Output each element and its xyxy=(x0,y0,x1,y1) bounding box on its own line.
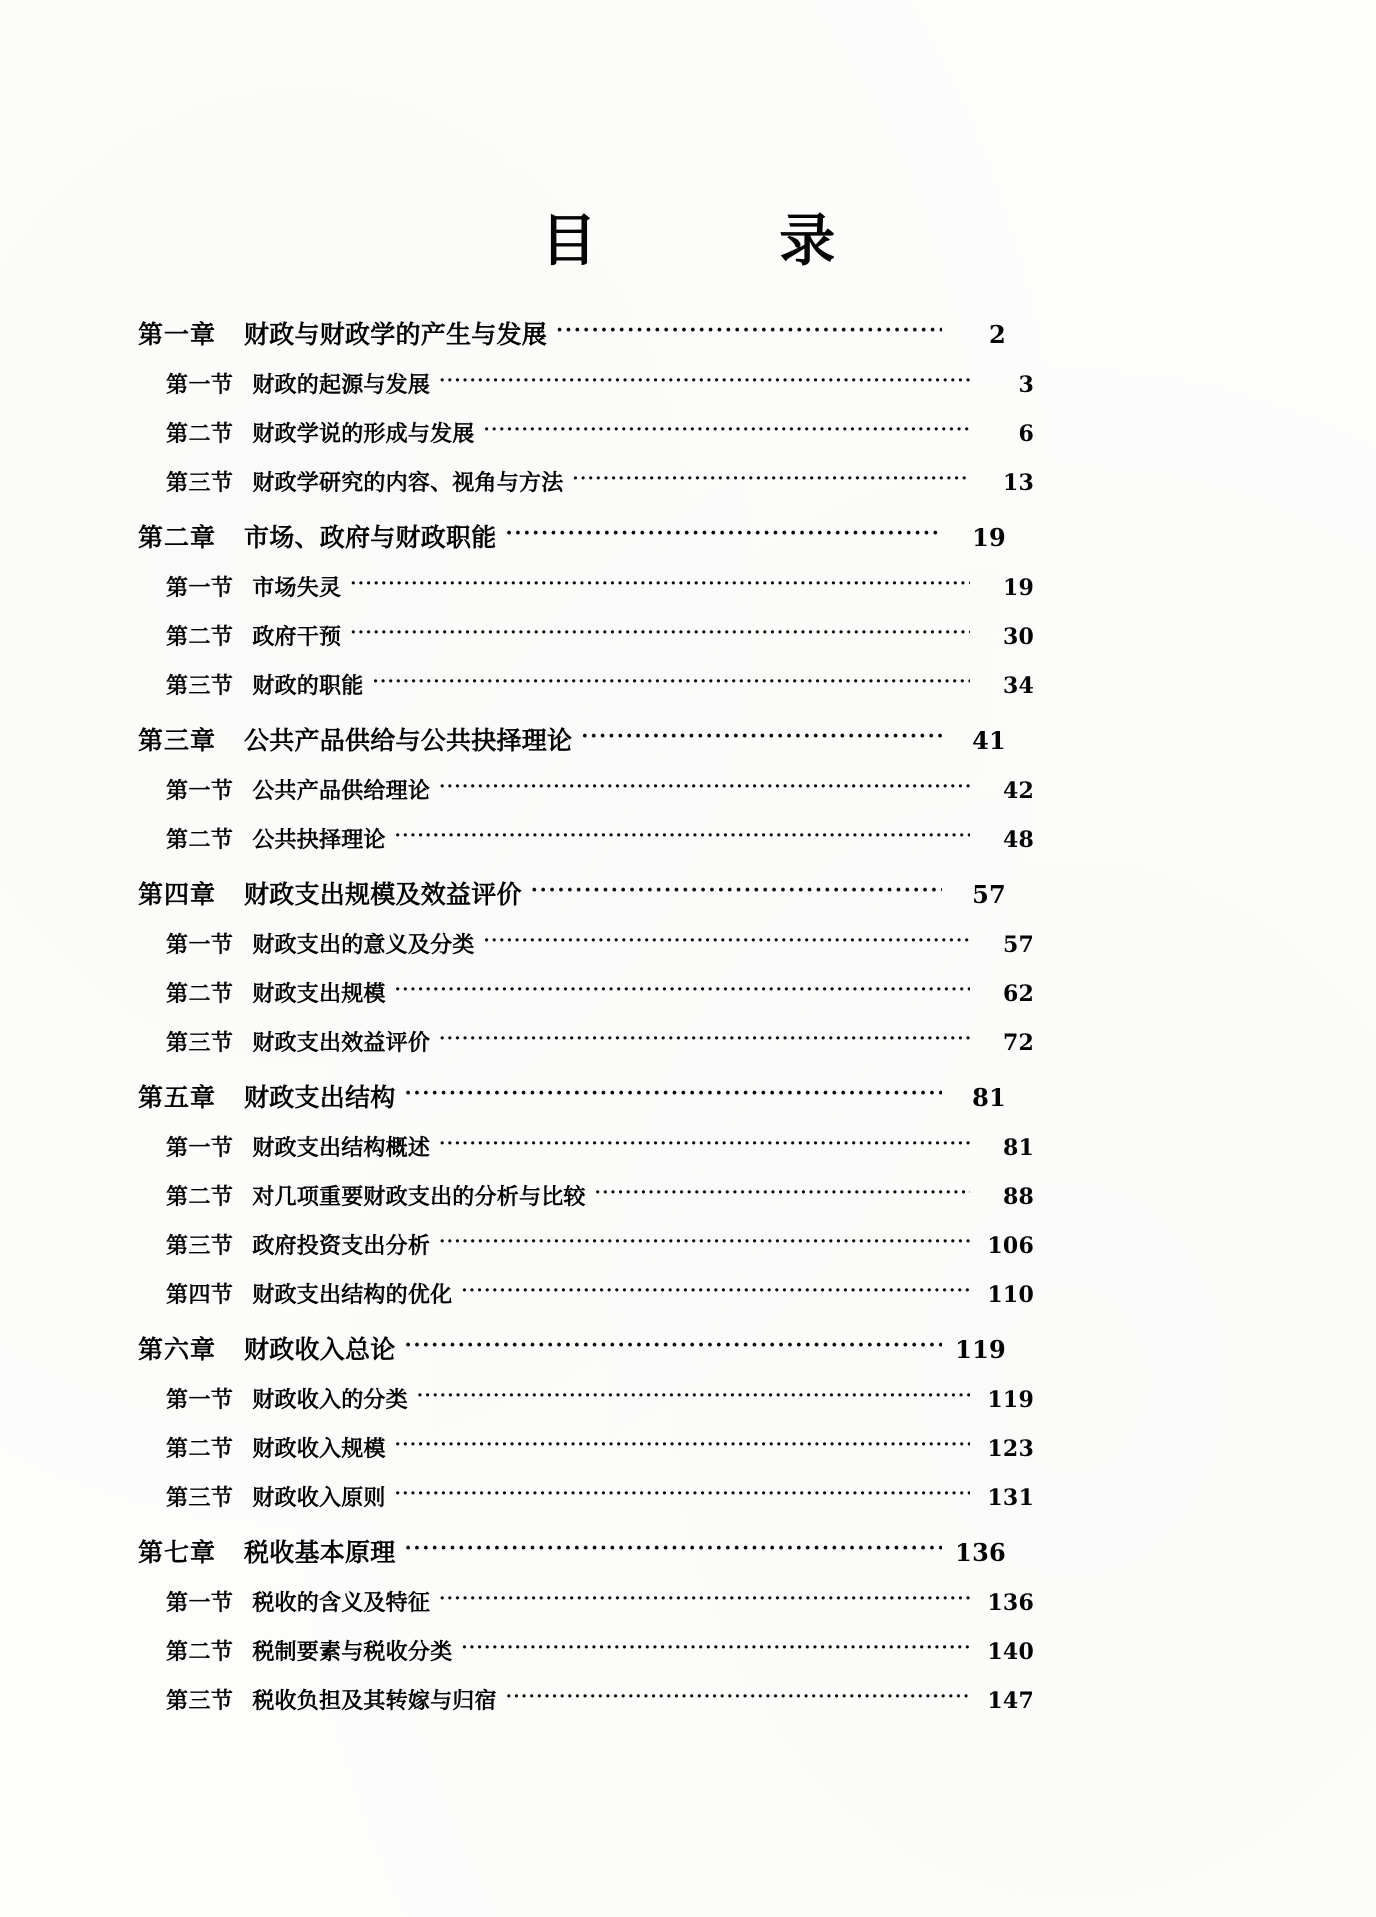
page-number: 119 xyxy=(987,1387,1034,1413)
dot-leader xyxy=(350,622,970,644)
dot-leader xyxy=(439,1588,970,1610)
page-number: 3 xyxy=(1018,372,1034,398)
chapter-title: 财政收入总论 xyxy=(244,1335,396,1364)
toc-section-entry[interactable] xyxy=(138,1483,1034,1509)
page-number: 13 xyxy=(1002,470,1034,496)
toc-section-entry[interactable] xyxy=(138,1280,1034,1306)
toc-chapter-entry[interactable] xyxy=(138,878,1006,907)
section-title: 财政支出效益评价 xyxy=(252,1030,431,1056)
page-number: 123 xyxy=(987,1436,1034,1462)
page-number: 140 xyxy=(987,1639,1034,1665)
page-number: 42 xyxy=(1002,778,1034,804)
section-number: 第一节 xyxy=(166,1135,234,1161)
section-number: 第三节 xyxy=(166,1688,234,1714)
section-number: 第三节 xyxy=(166,1485,234,1511)
toc-chapter-entry[interactable] xyxy=(138,1333,1006,1362)
page-number: 81 xyxy=(972,1083,1006,1112)
section-title: 财政支出规模 xyxy=(252,981,386,1007)
toc-section-entry[interactable] xyxy=(138,1588,1034,1614)
page-number: 136 xyxy=(955,1538,1006,1567)
dot-leader xyxy=(395,825,970,847)
dot-leader xyxy=(350,573,970,595)
section-number: 第二节 xyxy=(166,421,234,447)
dot-leader xyxy=(506,521,942,546)
toc-section-entry[interactable] xyxy=(138,1182,1034,1208)
table-of-contents-list xyxy=(138,318,1034,1714)
section-number: 第一节 xyxy=(166,932,234,958)
page-number: 119 xyxy=(955,1335,1006,1364)
section-number: 第二节 xyxy=(166,624,234,650)
page-number: 41 xyxy=(972,726,1006,755)
dot-leader xyxy=(484,930,970,952)
section-title: 财政的起源与发展 xyxy=(252,372,431,398)
section-number: 第一节 xyxy=(166,1387,234,1413)
dot-leader xyxy=(405,1333,942,1358)
dot-leader xyxy=(595,1182,970,1204)
section-title: 政府投资支出分析 xyxy=(252,1233,431,1259)
section-title: 税收负担及其转嫁与归宿 xyxy=(252,1688,497,1714)
page-number: 30 xyxy=(1002,624,1034,650)
dot-leader xyxy=(461,1280,970,1302)
chapter-number: 第五章 xyxy=(138,1083,217,1112)
toc-section-entry[interactable] xyxy=(138,825,1034,851)
toc-chapter-entry[interactable] xyxy=(138,724,1006,753)
chapter-title: 税收基本原理 xyxy=(244,1538,396,1567)
section-title: 财政支出的意义及分类 xyxy=(252,932,475,958)
dot-leader xyxy=(395,1434,970,1456)
chapter-title: 财政与财政学的产生与发展 xyxy=(244,320,548,349)
toc-section-entry[interactable] xyxy=(138,1686,1034,1712)
page-number: 57 xyxy=(1002,932,1034,958)
page-number: 147 xyxy=(987,1688,1034,1714)
section-number: 第三节 xyxy=(166,470,234,496)
section-title: 财政支出结构概述 xyxy=(252,1135,431,1161)
toc-section-entry[interactable] xyxy=(138,776,1034,802)
chapter-number: 第六章 xyxy=(138,1335,217,1364)
toc-chapter-entry[interactable] xyxy=(138,1536,1006,1565)
dot-leader xyxy=(405,1536,942,1561)
section-title: 对几项重要财政支出的分析与比较 xyxy=(252,1184,586,1210)
page-number: 62 xyxy=(1002,981,1034,1007)
dot-leader xyxy=(417,1385,970,1407)
chapter-number: 第三章 xyxy=(138,726,217,755)
dot-leader xyxy=(484,419,970,441)
chapter-number: 第二章 xyxy=(138,523,217,552)
toc-section-entry[interactable] xyxy=(138,1434,1034,1460)
page-number: 2 xyxy=(989,320,1006,349)
chapter-title: 财政支出规模及效益评价 xyxy=(244,880,522,909)
section-title: 财政收入原则 xyxy=(252,1485,386,1511)
dot-leader xyxy=(439,1028,970,1050)
chapter-title: 公共产品供给与公共抉择理论 xyxy=(244,726,573,755)
page-number: 81 xyxy=(1002,1135,1034,1161)
dot-leader xyxy=(439,370,970,392)
section-title: 财政学说的形成与发展 xyxy=(252,421,475,447)
toc-section-entry[interactable] xyxy=(138,671,1034,697)
section-number: 第一节 xyxy=(166,1590,234,1616)
dot-leader xyxy=(439,1231,970,1253)
dot-leader xyxy=(372,671,970,693)
page-number: 19 xyxy=(972,523,1006,552)
dot-leader xyxy=(461,1637,970,1659)
page-number: 57 xyxy=(972,880,1006,909)
dot-leader xyxy=(506,1686,970,1708)
section-number: 第一节 xyxy=(166,778,234,804)
section-title: 财政的职能 xyxy=(252,673,364,699)
dot-leader xyxy=(395,979,970,1001)
page-number: 131 xyxy=(987,1485,1034,1511)
page-number: 34 xyxy=(1002,673,1034,699)
section-number: 第三节 xyxy=(166,1030,234,1056)
chapter-title: 市场、政府与财政职能 xyxy=(244,523,497,552)
chapter-number: 第七章 xyxy=(138,1538,217,1567)
section-title: 公共产品供给理论 xyxy=(252,778,431,804)
section-number: 第二节 xyxy=(166,1184,234,1210)
dot-leader xyxy=(572,468,970,490)
section-number: 第四节 xyxy=(166,1282,234,1308)
section-number: 第一节 xyxy=(166,575,234,601)
toc-section-entry[interactable] xyxy=(138,419,1034,445)
section-title: 财政收入的分类 xyxy=(252,1387,408,1413)
section-number: 第三节 xyxy=(166,1233,234,1259)
section-title: 政府干预 xyxy=(252,624,342,650)
toc-section-entry[interactable] xyxy=(138,370,1034,396)
page-number: 72 xyxy=(1002,1030,1034,1056)
section-title: 财政收入规模 xyxy=(252,1436,386,1462)
page-number: 19 xyxy=(1002,575,1034,601)
toc-section-entry[interactable] xyxy=(138,930,1034,956)
dot-leader xyxy=(556,318,942,343)
toc-section-entry[interactable] xyxy=(138,573,1034,599)
dot-leader xyxy=(439,1133,970,1155)
section-title: 税制要素与税收分类 xyxy=(252,1639,453,1665)
toc-section-entry[interactable] xyxy=(138,1028,1034,1054)
toc-section-entry[interactable] xyxy=(138,1133,1034,1159)
section-title: 税收的含义及特征 xyxy=(252,1590,431,1616)
page-number: 110 xyxy=(987,1282,1034,1308)
toc-section-entry[interactable] xyxy=(138,979,1034,1005)
section-title: 财政支出结构的优化 xyxy=(252,1282,453,1308)
section-number: 第二节 xyxy=(166,1639,234,1665)
toc-section-entry[interactable] xyxy=(138,468,1034,494)
chapter-number: 第四章 xyxy=(138,880,217,909)
section-title: 市场失灵 xyxy=(252,575,342,601)
page-number: 6 xyxy=(1018,421,1034,447)
page-number: 136 xyxy=(987,1590,1034,1616)
dot-leader xyxy=(439,776,970,798)
toc-chapter-entry[interactable] xyxy=(138,521,1006,550)
page-number: 106 xyxy=(987,1233,1034,1259)
section-number: 第二节 xyxy=(166,1436,234,1462)
dot-leader xyxy=(395,1483,970,1505)
section-title: 财政学研究的内容、视角与方法 xyxy=(252,470,564,496)
section-title: 公共抉择理论 xyxy=(252,827,386,853)
section-number: 第三节 xyxy=(166,673,234,699)
toc-section-entry[interactable] xyxy=(138,1385,1034,1411)
toc-section-entry[interactable] xyxy=(138,1637,1034,1663)
dot-leader xyxy=(405,1081,942,1106)
toc-chapter-entry[interactable] xyxy=(138,318,1006,347)
toc-section-entry[interactable] xyxy=(138,622,1034,648)
chapter-title: 财政支出结构 xyxy=(244,1083,396,1112)
section-number: 第二节 xyxy=(166,981,234,1007)
toc-chapter-entry[interactable] xyxy=(138,1081,1006,1110)
page-title: 目 录 xyxy=(540,208,859,274)
toc-section-entry[interactable] xyxy=(138,1231,1034,1257)
section-number: 第一节 xyxy=(166,372,234,398)
dot-leader xyxy=(531,878,942,903)
page-number: 88 xyxy=(1002,1184,1034,1210)
section-number: 第二节 xyxy=(166,827,234,853)
page-number: 48 xyxy=(1002,827,1034,853)
dot-leader xyxy=(581,724,942,749)
chapter-number: 第一章 xyxy=(138,320,217,349)
